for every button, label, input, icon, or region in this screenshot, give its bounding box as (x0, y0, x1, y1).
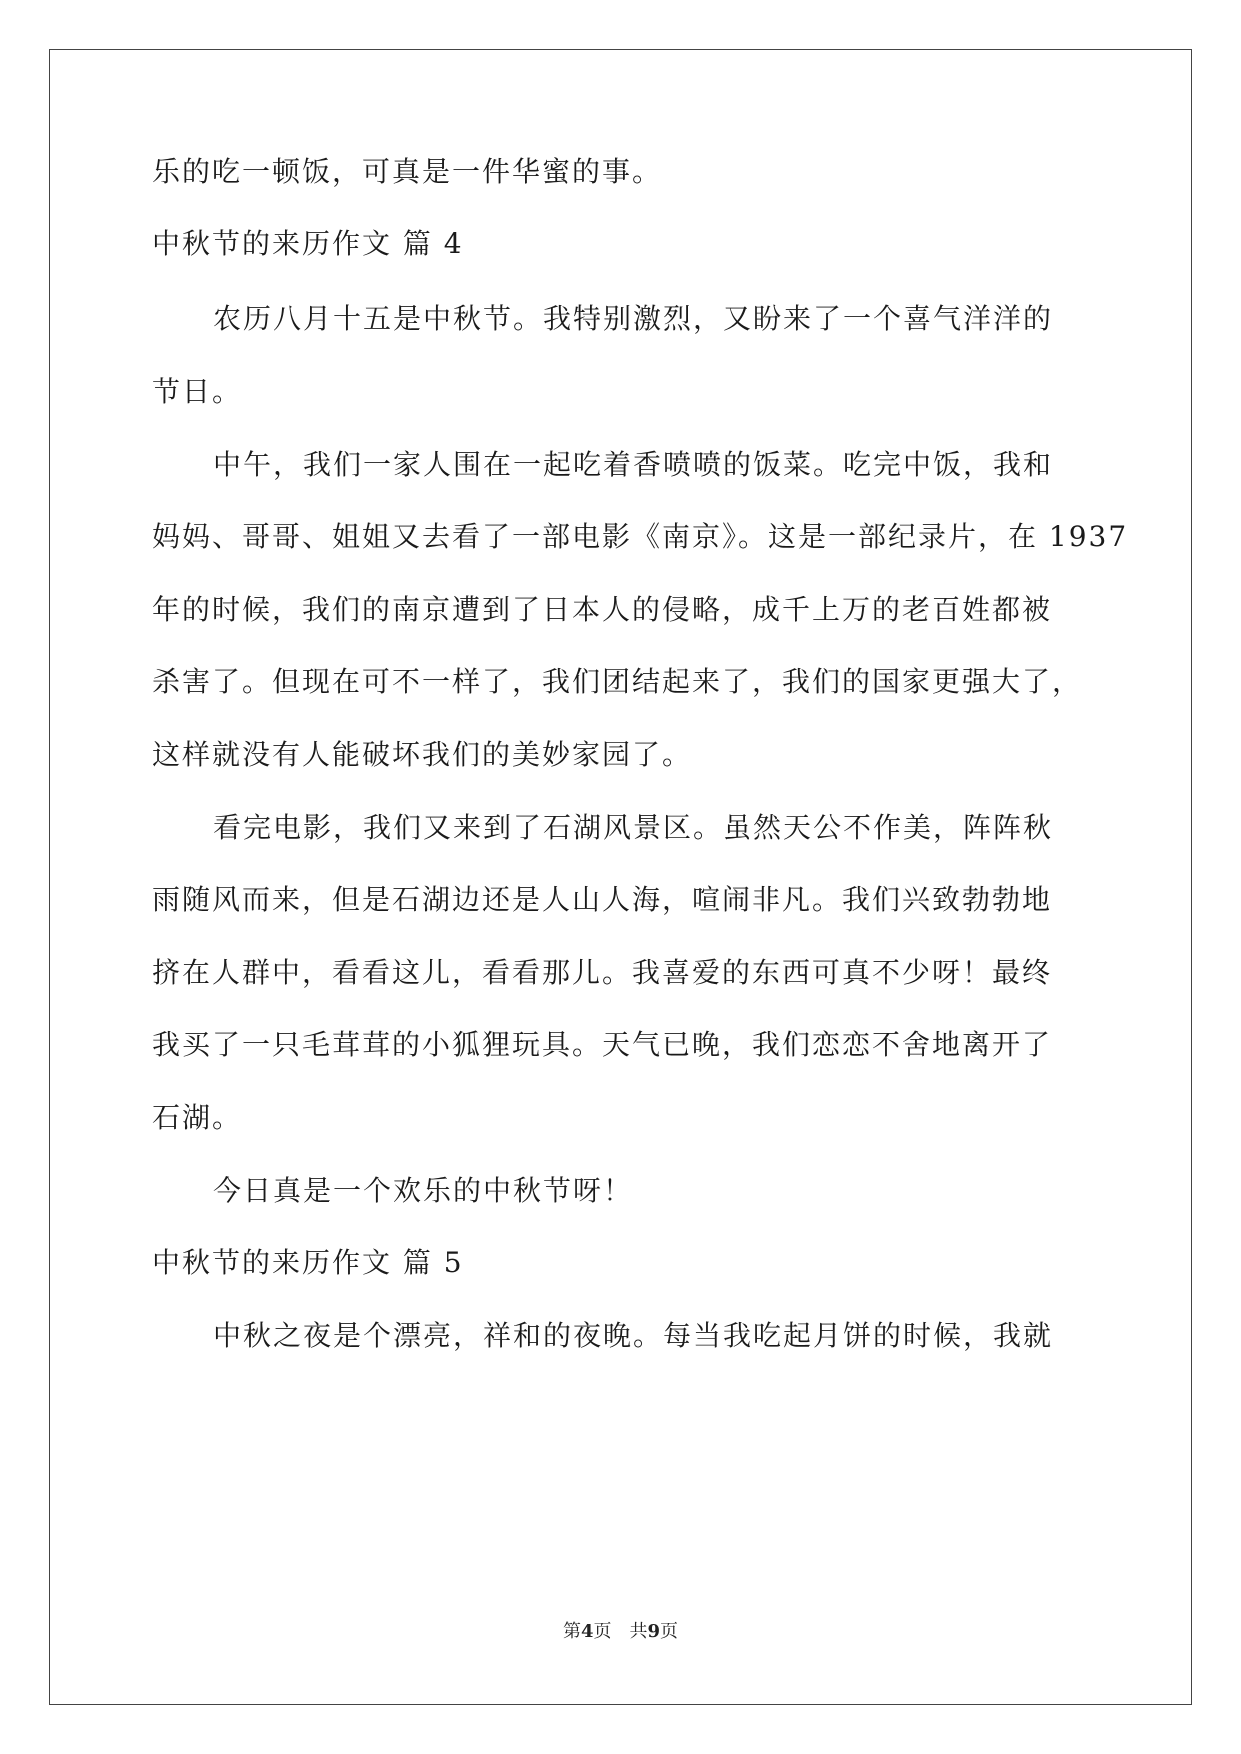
page-footer (0, 1620, 1241, 1644)
section-heading: 中秋节的来历作文 篇 5 (152, 1246, 464, 1279)
paragraph-line: 中秋之夜是个漂亮，祥和的夜晚。每当我吃起月饼的时候，我就 (213, 1319, 1054, 1352)
paragraph-line: 雨随风而来，但是石湖边还是人山人海，喧闹非凡。我们兴致勃勃地 (152, 883, 1053, 916)
footer-total-suffix: 页 (660, 1621, 679, 1642)
paragraph-line: 妈妈、哥哥、姐姐又去看了一部电影《南京》。这是一部纪录片，在 1937 (152, 520, 1129, 553)
footer-prefix: 第 (562, 1621, 581, 1642)
current-page-number: 4 (580, 1621, 594, 1642)
paragraph-line: 这样就没有人能破坏我们的美妙家园了。 (152, 738, 693, 771)
section-heading: 中秋节的来历作文 篇 4 (152, 227, 464, 260)
paragraph-line: 我买了一只毛茸茸的小狐狸玩具。天气已晚，我们恋恋不舍地离开了 (152, 1028, 1053, 1061)
page-border (49, 49, 1192, 1705)
paragraph-line: 看完电影，我们又来到了石湖风景区。虽然天公不作美，阵阵秋 (213, 811, 1054, 844)
paragraph-line: 挤在人群中，看看这儿，看看那儿。我喜爱的东西可真不少呀！最终 (152, 956, 1053, 989)
paragraph-line: 节日。 (152, 375, 243, 408)
total-pages-number: 9 (647, 1621, 661, 1642)
footer-total-prefix: 共 (629, 1621, 648, 1642)
paragraph-line: 石湖。 (152, 1101, 243, 1134)
footer-page-suffix: 页 (593, 1621, 612, 1642)
paragraph-line: 杀害了。但现在可不一样了，我们团结起来了，我们的国家更强大了， (152, 665, 1083, 698)
paragraph-line: 年的时候，我们的南京遭到了日本人的侵略，成千上万的老百姓都被 (152, 593, 1053, 626)
text-line: 乐的吃一顿饭，可真是一件华蜜的事。 (152, 155, 663, 188)
paragraph-line: 农历八月十五是中秋节。我特别激烈，又盼来了一个喜气洋洋的 (213, 302, 1054, 335)
paragraph-line: 今日真是一个欢乐的中秋节呀！ (213, 1174, 634, 1207)
paragraph-line: 中午，我们一家人围在一起吃着香喷喷的饭菜。吃完中饭，我和 (213, 448, 1054, 481)
